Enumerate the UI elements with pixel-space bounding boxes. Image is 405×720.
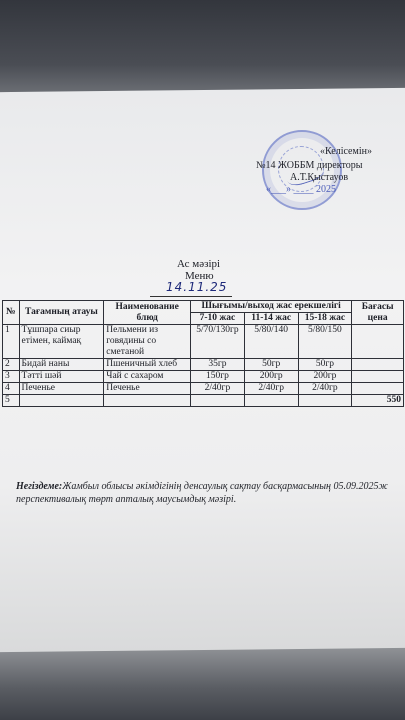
photo-background-bottom bbox=[0, 640, 405, 720]
portion-7-10: 2/40гр bbox=[191, 383, 245, 395]
portion-7-10 bbox=[191, 395, 245, 407]
approval-director-name: А.Т.Қыстауов bbox=[290, 172, 349, 183]
portion-11-14: 5/80/140 bbox=[244, 325, 298, 359]
row-number: 3 bbox=[3, 371, 20, 383]
dish-price bbox=[352, 371, 404, 383]
dish-name-ru: Чай с сахаром bbox=[104, 371, 191, 383]
header-dish-name-ru: Наименование блюд bbox=[104, 301, 191, 325]
footer-note bbox=[16, 480, 396, 506]
dish-name-kz bbox=[19, 395, 104, 407]
row-number: 1 bbox=[3, 325, 20, 359]
table-row bbox=[3, 325, 404, 359]
portion-11-14: 50гр bbox=[244, 359, 298, 371]
menu-title-ru: Меню bbox=[185, 270, 214, 282]
header-dish-name-kz: Тағамның атауы bbox=[19, 301, 104, 325]
approval-agree: «Келісемін» bbox=[320, 146, 372, 157]
date-underline bbox=[150, 296, 232, 297]
total-price: 550 bbox=[352, 395, 404, 407]
header-price: Бағасы цена bbox=[352, 301, 404, 325]
menu-table bbox=[2, 300, 404, 407]
header-portion: Шығымы/выход жас ерекшелігі bbox=[191, 301, 352, 313]
table-row bbox=[3, 371, 404, 383]
portion-15-18: 5/80/150 bbox=[298, 325, 352, 359]
dish-name-ru bbox=[104, 395, 191, 407]
dish-name-kz: Тәтті шәй bbox=[19, 371, 104, 383]
portion-11-14 bbox=[244, 395, 298, 407]
dish-price bbox=[352, 359, 404, 371]
dish-name-kz: Тұшпара сиыр етімен, каймақ bbox=[19, 325, 104, 359]
portion-15-18 bbox=[298, 395, 352, 407]
approval-position: №14 ЖОББМ директоры bbox=[256, 160, 363, 171]
row-number: 5 bbox=[3, 395, 20, 407]
table-row bbox=[3, 395, 404, 407]
dish-price bbox=[352, 325, 404, 359]
handwritten-date: 14.11.25 bbox=[166, 280, 228, 294]
dish-name-kz: Печенье bbox=[19, 383, 104, 395]
dish-name-ru: Пшеничный хлеб bbox=[104, 359, 191, 371]
dish-name-ru: Пельмени из говядины со сметаной bbox=[104, 325, 191, 359]
portion-15-18: 200гр bbox=[298, 371, 352, 383]
portion-11-14: 200гр bbox=[244, 371, 298, 383]
photo-background-top bbox=[0, 0, 405, 92]
portion-15-18: 2/40гр bbox=[298, 383, 352, 395]
portion-7-10: 35гр bbox=[191, 359, 245, 371]
dish-name-ru: Печенье bbox=[104, 383, 191, 395]
portion-15-18: 50гр bbox=[298, 359, 352, 371]
header-age-11-14: 11-14 жас bbox=[244, 313, 298, 325]
table-row bbox=[3, 383, 404, 395]
portion-11-14: 2/40гр bbox=[244, 383, 298, 395]
footer-text: Жамбыл облысы әкімдігінің денсаулық сақтау басқармасының 05.09.2025ж перспективалық төрт апталық маусымдық мәзірі. bbox=[16, 481, 388, 505]
approval-date: «___» ____ 2025 bbox=[266, 184, 336, 195]
row-number: 2 bbox=[3, 359, 20, 371]
menu-title-kz: Ас мәзірі bbox=[177, 258, 221, 270]
portion-7-10: 150гр bbox=[191, 371, 245, 383]
header-age-7-10: 7-10 жас bbox=[191, 313, 245, 325]
footer-label: Негіздеме: bbox=[16, 481, 63, 492]
row-number: 4 bbox=[3, 383, 20, 395]
header-number: № bbox=[3, 301, 20, 325]
dish-price bbox=[352, 383, 404, 395]
header-age-15-18: 15-18 жас bbox=[298, 313, 352, 325]
dish-name-kz: Бидай наны bbox=[19, 359, 104, 371]
portion-7-10: 5/70/130гр bbox=[191, 325, 245, 359]
table-row bbox=[3, 359, 404, 371]
